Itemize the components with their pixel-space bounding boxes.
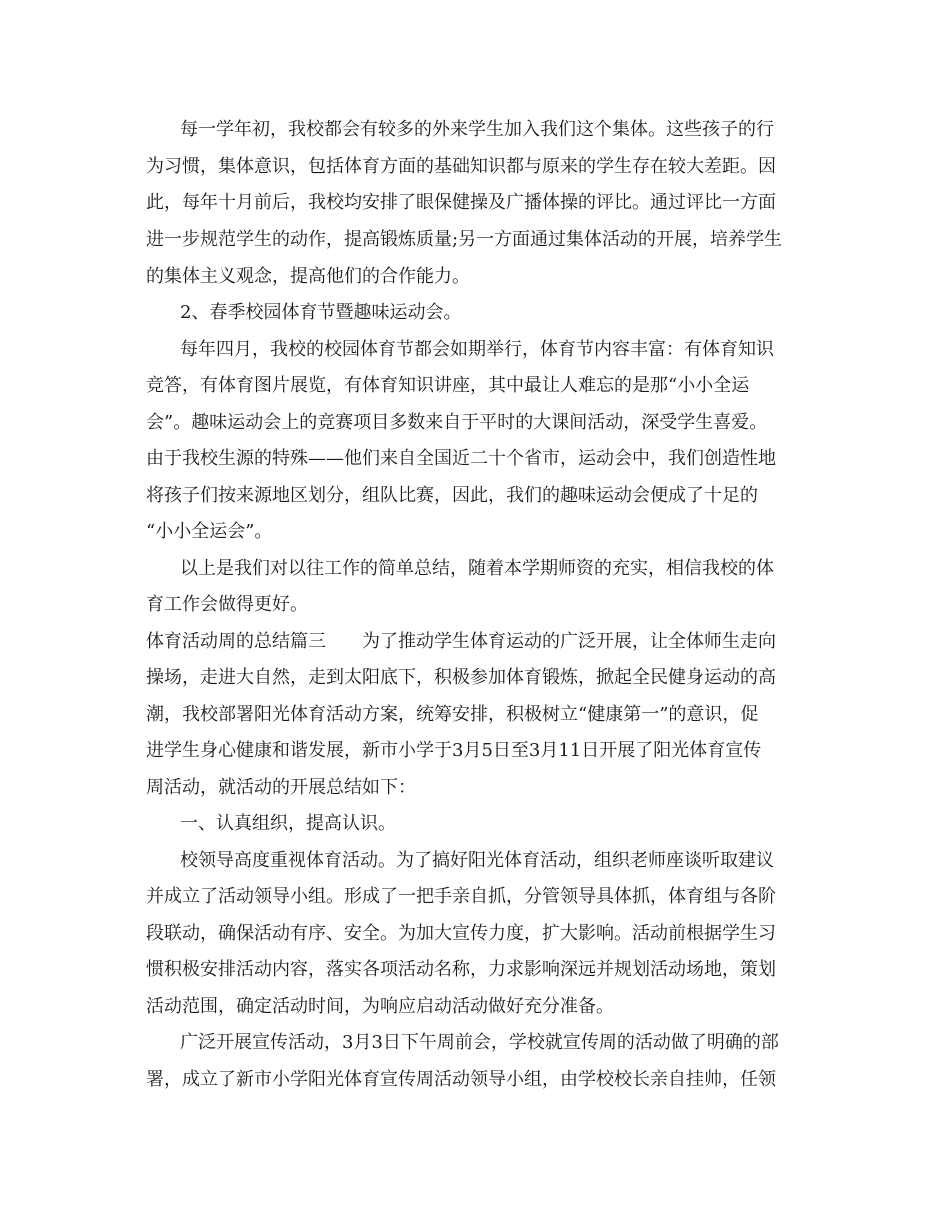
text-line: 周活动，就活动的开展总结如下： — [146, 777, 416, 798]
text-line: 段联动，确保活动有序、安全。为加大宣传力度，扩大影响。活动前根据学生习 — [146, 923, 776, 944]
text-line: 操场，走进大自然，走到太阳底下，积极参加体育锻炼，掀起全民健身运动的高 — [146, 667, 776, 688]
text-line: 将孩子们按来源地区划分，组队比赛，因此，我们的趣味运动会便成了十足的 — [146, 485, 758, 506]
text-line: 署，成立了新市小学阳光体育宣传周活动领导小组，由学校校长亲自挂帅，任领 — [146, 1069, 776, 1090]
text-line: 活动范围，确定活动时间，为响应启动活动做好充分准备。 — [146, 996, 614, 1017]
text-line: “小小全运会”。 — [146, 521, 273, 542]
text-line: 育工作会做得更好。 — [146, 594, 308, 615]
text-line: 进一步规范学生的动作，提高锻炼质量;另一方面通过集体活动的开展，培养学生 — [146, 229, 783, 250]
text-line: 竞答，有体育图片展览，有体育知识讲座，其中最让人难忘的是那“小小全运 — [146, 375, 750, 396]
text-line: 以上是我们对以往工作的简单总结，随着本学期师资的充实，相信我校的体 — [180, 558, 774, 579]
text-line: 每一学年初，我校都会有较多的外来学生加入我们这个集体。这些孩子的行 — [180, 119, 774, 140]
text-line: 进学生身心健康和谐发展，新市小学于3月5日至3月11日开展了阳光体育宣传 — [146, 740, 762, 761]
text-line: 会”。趣味运动会上的竞赛项目多数来自于平时的大课间活动，深受学生喜爱。 — [146, 412, 768, 433]
section-heading: 2、春季校园体育节暨趣味运动会。 — [180, 302, 462, 323]
section-heading: 一、认真组织，提高认识。 — [180, 813, 396, 834]
text-line: 的集体主义观念，提高他们的合作能力。 — [146, 266, 470, 287]
text-line: 为习惯，集体意识，包括体育方面的基础知识都与原来的学生存在较大差距。因 — [146, 156, 776, 177]
text-line: 广泛开展宣传活动，3月3日下午周前会，学校就宣传周的活动做了明确的部 — [180, 1032, 779, 1053]
text-line: 此，每年十月前后，我校均安排了眼保健操及广播体操的评比。通过评比一方面 — [146, 192, 776, 213]
text-line: 校领导高度重视体育活动。为了搞好阳光体育活动，组织老师座谈听取建议 — [180, 850, 774, 871]
text-line: 每年四月，我校的校园体育节都会如期举行，体育节内容丰富：有体育知识 — [180, 339, 774, 360]
text-line: 由于我校生源的特殊——他们来自全国近二十个省市，运动会中，我们创造性地 — [146, 448, 776, 469]
text-line: 并成立了活动领导小组。形成了一把手亲自抓，分管领导具体抓，体育组与各阶 — [146, 886, 776, 907]
text-line: 惯积极安排活动内容，落实各项活动名称，力求影响深远并规划活动场地，策划 — [146, 959, 776, 980]
text-line: 潮，我校部署阳光体育活动方案，统筹安排，积极树立“健康第一”的意识，促 — [146, 704, 759, 725]
article-title-line: 体育活动周的总结篇三 为了推动学生体育运动的广泛开展，让全体师生走向 — [146, 631, 776, 652]
